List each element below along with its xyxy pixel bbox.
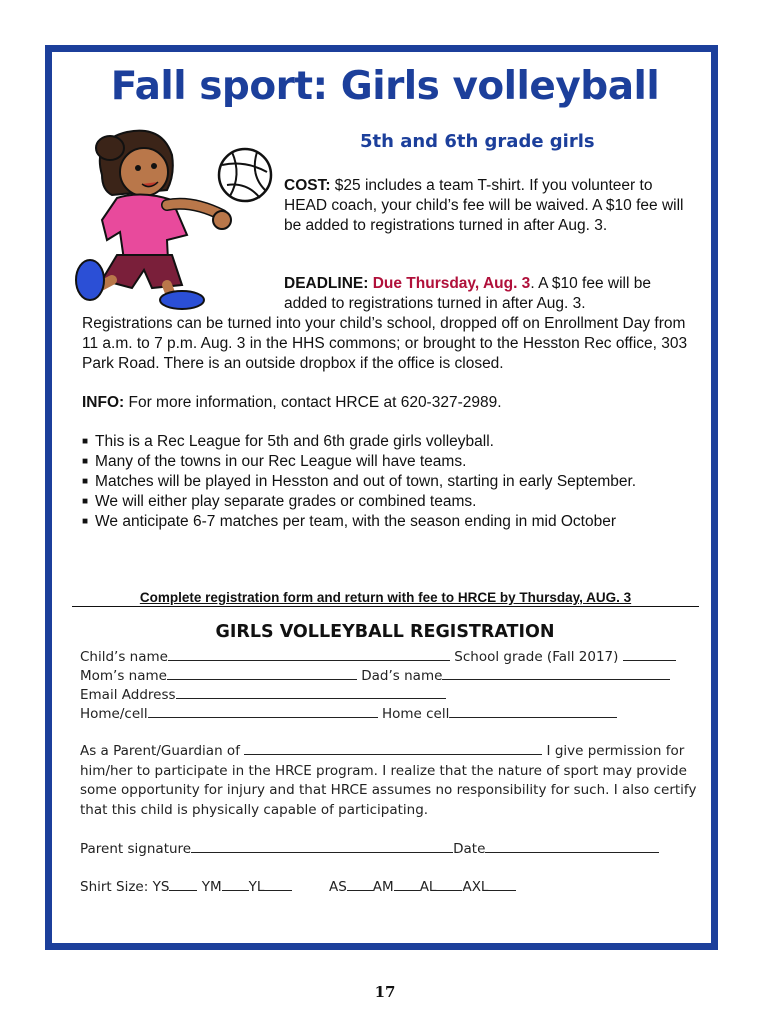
size-yl-field[interactable] <box>264 878 292 891</box>
email-field[interactable] <box>176 686 446 699</box>
form-row-email <box>80 686 446 703</box>
size-ys-field[interactable] <box>169 878 197 891</box>
size-as-label: AS <box>328 879 347 895</box>
list-item: ■ We will either play separate grades or combined teams. <box>82 493 477 510</box>
size-as-field[interactable] <box>347 878 373 891</box>
dads-name-field[interactable] <box>442 667 670 680</box>
guardian-of-field[interactable] <box>244 742 542 755</box>
size-yl-label: YL <box>248 879 265 895</box>
deadline-label: DEADLINE: <box>284 275 369 292</box>
form-row-phone <box>80 705 617 722</box>
size-al-label: AL <box>419 879 437 895</box>
size-am-field[interactable] <box>394 878 420 891</box>
form-row-signature <box>80 840 659 857</box>
childs-name-field[interactable] <box>168 648 450 661</box>
square-bullet-icon: ■ <box>82 456 89 467</box>
home-cell-field[interactable] <box>148 705 378 718</box>
info-text: For more information, contact HRCE at 620-327-2989. <box>124 394 502 411</box>
volleyball-girl-illustration <box>72 120 282 310</box>
registrations-paragraph: Registrations can be turned into your child’s school, dropped off on Enrollment Day from 11 a.m. to 7 p.m. Aug. 3 in the HHS commons; or brought to the Hesston Rec office, 303 Park Road. There is an outside dropbox if the office is closed. <box>82 315 688 372</box>
size-ym-field[interactable] <box>222 878 249 891</box>
cost-label: COST: <box>284 177 331 194</box>
consent-text: I give permission for him/her to participate in the HRCE program. I realize that the nature of sport may provide some opportunity for injury and that HRCE assumes no responsibility for such. I also certify that this child is physically capable of participating. <box>80 743 697 818</box>
size-ym-label: YM <box>201 879 222 895</box>
home-cell-label: Home/cell <box>80 706 148 722</box>
date-field[interactable] <box>485 840 659 853</box>
page-subtitle: 5th and 6th grade girls <box>360 131 595 152</box>
school-grade-label: School grade (Fall 2017) <box>454 649 619 665</box>
bullet-list <box>82 432 692 532</box>
size-al-field[interactable] <box>436 878 462 891</box>
size-am-label: AM <box>372 879 394 895</box>
square-bullet-icon: ■ <box>82 516 89 527</box>
moms-name-label: Mom’s name <box>80 668 167 684</box>
list-item: ■ This is a Rec League for 5th and 6th grade girls volleyball. <box>82 433 494 450</box>
shirt-size-label: Shirt Size: <box>80 879 149 895</box>
info-label: INFO: <box>82 394 125 411</box>
school-grade-field[interactable] <box>623 648 676 661</box>
return-instructions: Complete registration form and return with fee to HRCE by Thursday, AUG. 3 <box>72 590 699 607</box>
childs-name-label: Child’s name <box>80 649 168 665</box>
square-bullet-icon: ■ <box>82 476 89 487</box>
cost-paragraph <box>284 176 694 236</box>
form-row-child <box>80 648 676 665</box>
info-paragraph <box>82 393 702 413</box>
size-ys-label: YS <box>152 879 170 895</box>
size-axl-label: AXL <box>462 879 489 895</box>
home-cell-2-field[interactable] <box>449 705 617 718</box>
deadline-paragraph <box>284 274 694 314</box>
cost-text: $25 includes a team T-shirt. If you volunteer to HEAD coach, your child’s fee will be waived. A $10 fee will be added to registrations turned in after Aug. 3. <box>284 177 684 234</box>
home-cell-2-label: Home cell <box>381 706 450 722</box>
list-item: ■ We anticipate 6-7 matches per team, with the season ending in mid October <box>82 513 617 530</box>
volleyball-icon <box>219 149 271 201</box>
consent-lead: As a Parent/Guardian of <box>80 743 240 759</box>
parent-signature-label: Parent signature <box>80 841 192 857</box>
square-bullet-icon: ■ <box>82 436 89 447</box>
page-number: 17 <box>374 983 396 1001</box>
size-axl-field[interactable] <box>488 878 516 891</box>
moms-name-field[interactable] <box>167 667 357 680</box>
date-label: Date <box>453 841 486 857</box>
deadline-due-date: Due Thursday, Aug. 3 <box>368 275 531 292</box>
list-item: ■ Many of the towns in our Rec League will have teams. <box>82 453 467 470</box>
form-row-shirt-size <box>80 878 516 895</box>
dads-name-label: Dad’s name <box>361 668 443 684</box>
list-item: ■ Matches will be played in Hesston and out of town, starting in early September. <box>82 473 637 490</box>
form-row-parents <box>80 667 670 684</box>
email-label: Email Address <box>80 687 176 703</box>
square-bullet-icon: ■ <box>82 496 89 507</box>
consent-paragraph <box>80 742 700 820</box>
page-title: Fall sport: Girls volleyball <box>110 64 660 109</box>
registration-title: GIRLS VOLLEYBALL REGISTRATION <box>215 622 555 642</box>
parent-signature-field[interactable] <box>191 840 453 853</box>
deadline-text: . A $10 fee will be added to registrations turned in after Aug. 3. <box>284 275 651 312</box>
